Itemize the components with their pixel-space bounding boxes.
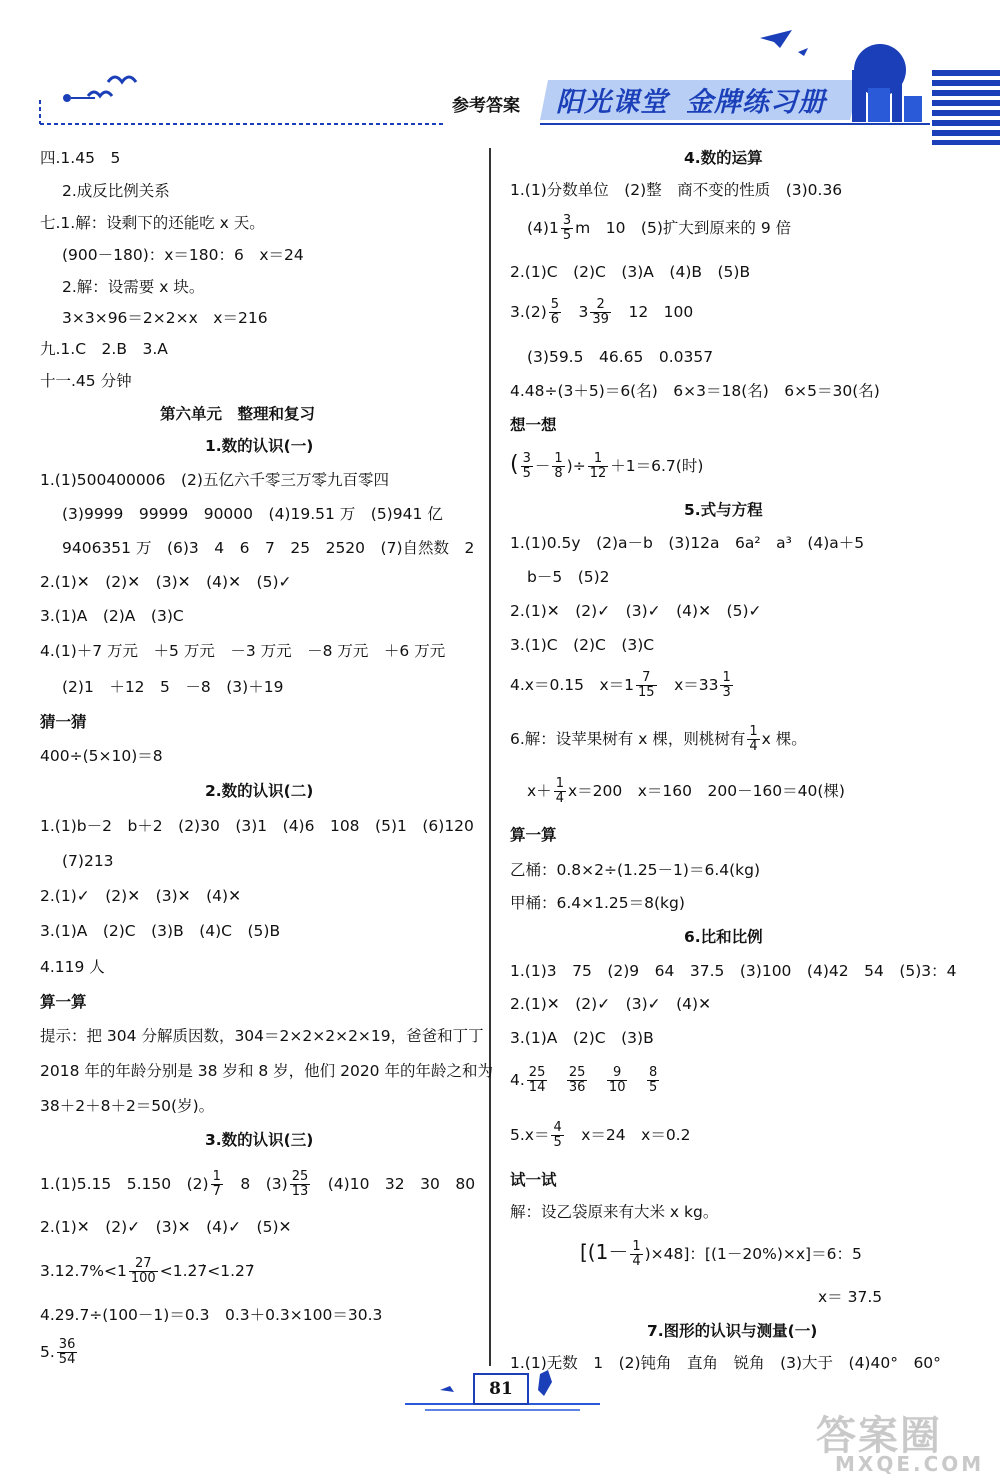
answer-line: 2.成反比例关系 (62, 182, 170, 200)
answer-line: b－5 (5)2 (527, 568, 610, 586)
answer-line: 十一.45 分钟 (40, 372, 132, 390)
answer-line: 1.(1)b－2 b＋2 (2)30 (3)1 (4)6 108 (5)1 (6)120 (40, 817, 474, 835)
answer-line: 3.(1)A (2)C (3)B (510, 1029, 654, 1047)
watermark-url: MXQE.COM (835, 1452, 985, 1476)
answer-line: (900－180)：x＝180：6 x＝24 (62, 246, 304, 264)
answer-line: 5. $\frac{36}{54}$ (40, 1337, 76, 1367)
section-heading: 6.比和比例 (684, 928, 763, 946)
answer-line: 4. $\frac{25}{14}$ $\frac{25}{36}$ $\frac{9}{10}$ $\frac{8}{5}$ (510, 1065, 658, 1095)
header-label: 参考答案 (452, 96, 520, 116)
answer-line: (4)1 $\frac{3}{5}$ m 10 (5)扩大到原来的 9 倍 (527, 213, 792, 243)
page-number: 81 (489, 1379, 513, 1399)
answer-line: ( $\frac{3}{5}$ － $\frac{1}{8}$ )÷ $\frac{1}{12}$ ＋1＝6.7(时) (510, 451, 704, 481)
section-heading: 2.数的认识(二) (205, 782, 314, 800)
section-heading: 7.图形的认识与测量(一) (647, 1322, 818, 1340)
header-brand (556, 80, 826, 119)
brand-left: 阳光课堂 (556, 87, 668, 118)
answer-line: 七.1.解：设剩下的还能吃 x 天。 (40, 214, 265, 232)
section-heading: 算一算 (40, 993, 87, 1011)
answer-line: 九.1.C 2.B 3.A (40, 340, 168, 358)
answer-line: 2.(1)✕ (2)✓ (3)✓ (4)✕ (510, 995, 712, 1013)
section-heading: 想一想 (510, 416, 557, 434)
watermark-logo: 答案圈 (816, 1413, 942, 1459)
section-heading: 4.数的运算 (684, 149, 763, 167)
answer-line: 提示：把 304 分解质因数，304＝2×2×2×2×19，爸爸和丁丁 (40, 1027, 484, 1045)
answer-line: 解：设乙袋原来有大米 x kg。 (510, 1203, 719, 1221)
section-heading: 第六单元 整理和复习 (160, 405, 316, 423)
section-heading: 算一算 (510, 826, 557, 844)
answer-line: 1.(1)3 75 (2)9 64 37.5 (3)100 (4)42 54 (5)3：4 (510, 962, 957, 980)
answer-line: 9406351 万 (6)3 4 6 7 25 2520 (7)自然数 2 (62, 539, 475, 557)
answer-line: 3.(1)A (2)C (3)B (4)C (5)B (40, 922, 281, 940)
answer-line: 1.(1)分数单位 (2)整 商不变的性质 (3)0.36 (510, 181, 843, 199)
section-heading: 1.数的认识(一) (205, 437, 314, 455)
answer-line: 3.(1)C (2)C (3)C (510, 636, 655, 654)
bird-icon (108, 77, 136, 82)
brand-right: 金牌练习册 (686, 87, 826, 118)
answer-line: 2.解：设需要 x 块。 (62, 278, 205, 296)
page-header (0, 0, 1000, 150)
answer-line: 3×3×96＝2×2×x x＝216 (62, 309, 268, 327)
answer-line: 四.1.45 5 (40, 149, 121, 167)
answer-line: 2.(1)✓ (2)✕ (3)✕ (4)✕ (40, 887, 242, 905)
answer-line: 2.(1)C (2)C (3)A (4)B (5)B (510, 263, 751, 281)
answer-line: 400÷(5×10)＝8 (40, 747, 163, 765)
answer-line: 2018 年的年龄分别是 38 岁和 8 岁，他们 2020 年的年龄之和为 (40, 1062, 493, 1080)
answer-line: 甲桶：6.4×1.25＝8(kg) (510, 894, 685, 912)
tower-icon (852, 70, 866, 122)
answer-line: (2)1 ＋12 5 －8 (3)＋19 (62, 678, 284, 696)
answer-line: 1.(1)500400006 (2)五亿六千零三万零九百零四 (40, 471, 389, 489)
header-stripes (932, 70, 1000, 145)
answer-line: 2.(1)✕ (2)✕ (3)✕ (4)✕ (5)✓ (40, 573, 292, 591)
answer-line: 4.x＝0.15 x＝1 $\frac{7}{15}$ x＝33 $\frac{1}{3}$ (510, 670, 731, 700)
answer-line: 1.(1)0.5y (2)a－b (3)12a 6a² a³ (4)a＋5 (510, 534, 865, 552)
answer-line: 3.(2) $\frac{5}{6}$ 3 $\frac{2}{39}$ 12 100 (510, 297, 694, 327)
answer-line: 4.48÷(3＋5)＝6(名) 6×3＝18(名) 6×5＝30(名) (510, 382, 880, 400)
answer-line: 1.(1)无数 1 (2)钝角 直角 锐角 (3)大于 (4)40° 60° (510, 1354, 941, 1372)
answer-line: x＝ 37.5 (818, 1288, 883, 1306)
answer-line: 5.x＝ $\frac{4}{5}$ x＝24 x＝0.2 (510, 1120, 691, 1150)
answer-line: 1.(1)5.15 5.150 (2) $\frac{1}{7}$ 8 (3) $\frac{25}{13}$ (4)10 32 30 80 (40, 1169, 476, 1199)
answer-line: 3.12.7%<1 $\frac{27}{100}$ <1.2̇7̇<1.27̇ (40, 1256, 255, 1286)
bird-icon (88, 92, 112, 96)
answer-line: 38＋2＋8＋2＝50(岁)。 (40, 1097, 215, 1115)
answer-line: 4.119 人 (40, 958, 105, 976)
answer-line: x＋ $\frac{1}{4}$ x＝200 x＝160 200－160＝40(棵) (527, 776, 845, 806)
answer-line: 4.29.7÷(100－1)＝0.3 0.3＋0.3×100＝30.3 (40, 1306, 383, 1324)
answer-line: 乙桶：0.8×2÷(1.25－1)＝6.4(kg) (510, 861, 761, 879)
answer-line: 3.(1)A (2)A (3)C (40, 607, 184, 625)
answer-line: (7)213 (62, 852, 114, 870)
answer-line: 2.(1)✕ (2)✓ (3)✓ (4)✕ (5)✓ (510, 602, 762, 620)
answer-line: (3)9999 99999 90000 (4)19.51 万 (5)941 亿 (62, 505, 443, 523)
answer-line: [(1－ $\frac{1}{4}$ )×48]：[(1－20%)×x]＝6：5 (580, 1239, 862, 1269)
header-dot-icon (63, 94, 71, 102)
section-heading: 5.式与方程 (684, 501, 763, 519)
answer-line: 6.解：设苹果树有 x 棵，则桃树有 $\frac{1}{4}$ x 棵。 (510, 724, 807, 754)
answer-line: 4.(1)＋7 万元 ＋5 万元 －3 万元 －8 万元 ＋6 万元 (40, 642, 446, 660)
footer-figure-icon (538, 1370, 552, 1396)
column-divider (489, 148, 491, 1366)
section-heading: 试一试 (510, 1171, 557, 1189)
paper-plane-icon (760, 30, 792, 48)
header-decoration (0, 0, 1000, 150)
answer-line: (3)59.5 46.65 0.0357 (527, 348, 714, 366)
footer-bird-icon (440, 1386, 454, 1392)
section-heading: 3.数的认识(三) (205, 1131, 314, 1149)
section-heading: 猜一猜 (40, 713, 87, 731)
answer-line: 2.(1)✕ (2)✓ (3)✕ (4)✓ (5)✕ (40, 1218, 292, 1236)
